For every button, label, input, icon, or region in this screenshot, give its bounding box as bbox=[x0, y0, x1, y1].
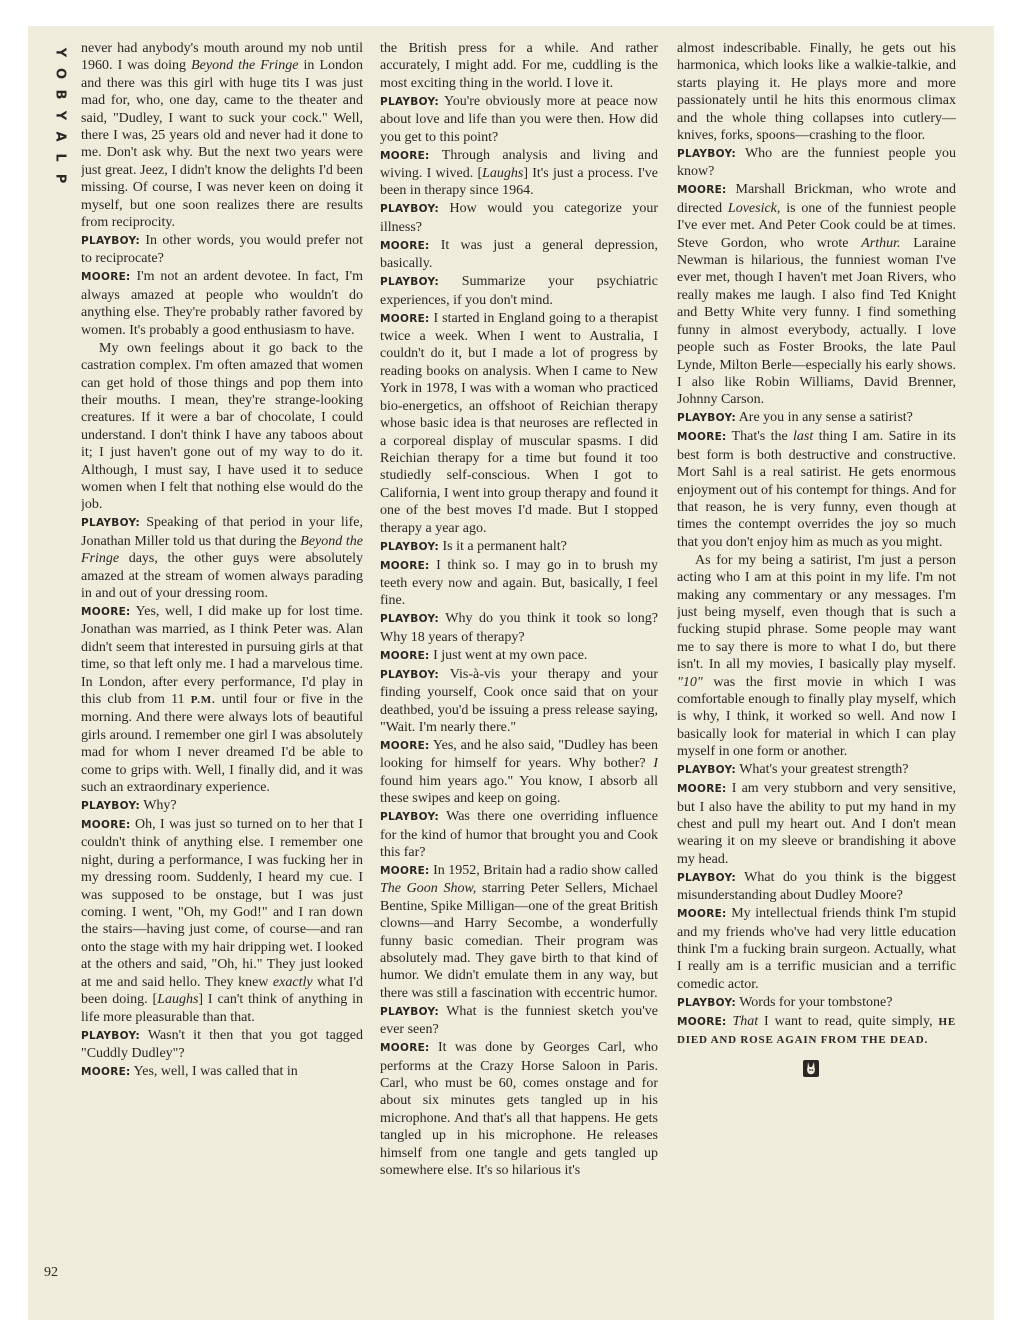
interview-paragraph bbox=[677, 181, 956, 408]
body-text: found him years ago." You know, I absorb all these swipes and keep on going. bbox=[380, 773, 658, 807]
body-text: My intellectual friends think I'm stupid and my friends who've had very little education think I'm a fucking brain surgeon. Actually, what I really am is a terrific musician and a terrific comedic actor. bbox=[677, 906, 956, 992]
body-text: Through analysis and living and wiving. I wived. [ bbox=[380, 147, 658, 182]
interview-paragraph bbox=[380, 147, 658, 200]
interview-paragraph bbox=[677, 428, 956, 551]
interview-paragraph bbox=[380, 1003, 658, 1039]
body-text: In other words, you would prefer not to reciprocate? bbox=[81, 233, 363, 267]
text-column-3 bbox=[677, 40, 956, 1286]
speaker-label: MOORE: bbox=[380, 649, 430, 662]
body-text: what I'd been doing. [ bbox=[81, 974, 363, 1008]
interview-paragraph bbox=[81, 268, 363, 339]
body-text: I just went at my own pace. bbox=[429, 647, 588, 663]
body-text: Yes, well, I did make up for lost time. Jonathan was married, as I think Peter was. Alan didn't seem that interested in pursuing girls at that time, so that left only me. I had a marvelous time. In London, after every performance, I'd play in this club from 11 bbox=[81, 603, 363, 707]
speaker-label: PLAYBOY: bbox=[81, 1029, 140, 1042]
interview-paragraph bbox=[380, 666, 658, 737]
speaker-label: MOORE: bbox=[380, 239, 430, 252]
body-text: ] It's just a process. I've been in therapy since 1964. bbox=[380, 166, 658, 199]
speaker-label: PLAYBOY: bbox=[380, 203, 439, 216]
interview-paragraph bbox=[380, 40, 658, 92]
interview-paragraph bbox=[380, 808, 658, 861]
interview-paragraph bbox=[81, 232, 363, 268]
body-text: Summarize your psychiatric experiences, if you don't mind. bbox=[380, 274, 658, 308]
interview-paragraph bbox=[677, 552, 956, 761]
body-text: Why do you think it took so long? Why 18 years of therapy? bbox=[380, 611, 658, 645]
body-text: ] I can't think of anything in life more pleasurable than that. bbox=[81, 992, 363, 1025]
body-text: almost indescribable. Finally, he gets out his harmonica, which looks like a walkie-talkie, and starts playing it. He plays more and more passionately until he hits this enormous climax and the whole thing collapses into cutlery—knives, forks, spoons—crashing to the floor. bbox=[677, 41, 956, 144]
interview-paragraph bbox=[677, 994, 956, 1012]
body-text: days, the other guys were absolutely amazed at the stream of women always parading in and out of your dressing room. bbox=[81, 551, 363, 601]
italic-text: exactly bbox=[272, 974, 313, 990]
interview-paragraph bbox=[380, 237, 658, 273]
interview-paragraph bbox=[677, 905, 956, 993]
body-text: You're obviously more at peace now about love and life than you were then. How did you get to this point? bbox=[380, 93, 658, 145]
speaker-label: PLAYBOY: bbox=[380, 1005, 439, 1018]
speaker-label: MOORE: bbox=[81, 819, 131, 832]
masthead-letter: B bbox=[52, 89, 68, 100]
body-text: Vis-à-vis your therapy and your finding yourself, Cook once said that on your deathbed, you'd be issuing a press release saying, "Wait. I'm nearly there." bbox=[380, 666, 658, 735]
body-text: Was there one overriding influence for the kind of humor that brought you and Cook this far? bbox=[380, 809, 658, 860]
speaker-label: MOORE: bbox=[81, 605, 131, 618]
text-column-2 bbox=[380, 40, 658, 1286]
body-text: thing I am. Satire in its best form is both destructive and constructive. Mort Sahl is a real satirist. He gets enormous enjoyment out of his contempt for things. And for that reason, he is very funny, even though at times the contempt overrides the joy so much that you don't enjoy him as much as you might. bbox=[677, 429, 956, 550]
body-text: I want to read, quite simply, bbox=[758, 1013, 939, 1029]
body-text: never had anybody's mouth around my nob until 1960. I was doing bbox=[81, 41, 363, 74]
interview-paragraph bbox=[380, 1039, 658, 1179]
italic-text: Laughs bbox=[482, 166, 524, 182]
interview-paragraph bbox=[380, 737, 658, 808]
masthead-letter: P bbox=[52, 173, 68, 184]
body-text: Oh, I was just so turned on to her that I couldn't think of anything else. I remember one night, during a performance, I was fucking her in my dressing room. Suddenly, I heard my cue. I was supposed to be onstage, but I was just coming. I went, "Oh, my God!" and I ran down the stairs—having just come, of course—and ran onto the stage with my hair dripping wet. I looked at the others and said, "Oh, hi." They just looked at me and said hello. They knew bbox=[81, 817, 363, 990]
italic-text: Laughs bbox=[157, 992, 199, 1008]
interview-paragraph bbox=[81, 514, 363, 602]
speaker-label: MOORE: bbox=[81, 1065, 131, 1078]
body-text: What is the funniest sketch you've ever seen? bbox=[380, 1003, 658, 1038]
speaker-label: MOORE: bbox=[380, 739, 430, 752]
speaker-label: MOORE: bbox=[380, 149, 430, 162]
interview-paragraph bbox=[81, 40, 363, 231]
interview-paragraph bbox=[380, 538, 658, 556]
interview-paragraph bbox=[81, 340, 363, 514]
italic-text: Beyond the Fringe bbox=[191, 58, 299, 74]
speaker-label: MOORE: bbox=[81, 271, 131, 284]
body-text: until four or five in the morning. And there were always lots of beautiful girls around. I remember one girl I was absolutely mad for whom I never dreamed I'd be able to come to grips with. Well, I finally did, and it was such an extraordinary experience. bbox=[81, 692, 363, 796]
interview-paragraph bbox=[81, 816, 363, 1026]
speaker-label: MOORE: bbox=[677, 1015, 727, 1028]
body-text: I started in England going to a therapist twice a week. When I went to Australia, I couldn't do it, but I made a lot of progress by reading books on analysis. When I came to New York in 1978, I was with a woman who practiced bio-energetics, an offshoot of Reichian therapy whose basic idea is that neuroses are reflected in a corporeal display of muscular spasms. I did Reichian therapy for a time but found it too studiedly self-conscious. When I got to California, I went into group therapy and found it one of the best moves I'd made. But I stopped therapy a year ago. bbox=[380, 310, 658, 536]
speaker-label: PLAYBOY: bbox=[380, 540, 439, 553]
masthead-letter: O bbox=[52, 67, 68, 80]
body-text: How would you categorize your illness? bbox=[380, 201, 658, 235]
body-text: What do you think is the biggest misunderstanding about Dudley Moore? bbox=[677, 869, 956, 904]
speaker-label: PLAYBOY: bbox=[677, 412, 736, 425]
body-text: What's your greatest strength? bbox=[735, 762, 909, 778]
speaker-label: PLAYBOY: bbox=[677, 871, 736, 884]
body-text: Why? bbox=[139, 798, 177, 814]
italic-text: The Goon Show, bbox=[380, 881, 477, 897]
speaker-label: MOORE: bbox=[677, 184, 727, 197]
speaker-label: PLAYBOY: bbox=[380, 811, 439, 824]
speaker-label: MOORE: bbox=[380, 1042, 430, 1055]
body-text: Speaking of that period in your life, Jonathan Miller told us that during the bbox=[81, 515, 363, 549]
masthead-vertical bbox=[50, 42, 70, 189]
body-text: It was just a general depression, basically. bbox=[380, 237, 658, 272]
body-text: In 1952, Britain had a radio show called bbox=[429, 863, 658, 878]
italic-text: Lovesick, bbox=[727, 200, 781, 216]
body-text: Is it a permanent halt? bbox=[438, 538, 567, 554]
body-text: I'm not an ardent devotee. In fact, I'm always amazed at people who wouldn't do anything else. They're probably rather favored by women. It's probably a good enthusiasm to have. bbox=[81, 269, 363, 338]
interview-paragraph bbox=[380, 647, 658, 665]
body-text: Yes, and he also said, "Dudley has been looking for himself for years. Why bother? bbox=[380, 737, 658, 772]
speaker-label: PLAYBOY: bbox=[380, 276, 439, 289]
page-number: 92 bbox=[44, 1265, 58, 1280]
interview-paragraph bbox=[677, 145, 956, 181]
body-text: Who are the funniest people you know? bbox=[677, 146, 956, 180]
interview-paragraph bbox=[380, 862, 658, 1002]
masthead-letter: Y bbox=[52, 47, 68, 58]
italic-text: That bbox=[732, 1013, 759, 1029]
interview-paragraph bbox=[380, 273, 658, 309]
rabbit-head-end-mark-icon bbox=[803, 1060, 819, 1077]
body-text: Laraine Newman is hilarious, the funniest woman I've ever met, though I haven't met Joan Rivers, who really makes me laugh. I also find Ted Knight and Betty White very funny. I find something funny in almost everybody, actually. I love people such as Foster Brooks, the late Paul Lynde, Milton Berle—especially his early shows. I also like Robin Williams, David Brenner, Johnny Carson. bbox=[677, 235, 956, 408]
speaker-label: PLAYBOY: bbox=[81, 517, 140, 530]
speaker-label: PLAYBOY: bbox=[677, 996, 736, 1009]
italic-text: I bbox=[653, 756, 658, 772]
speaker-label: PLAYBOY: bbox=[380, 95, 439, 108]
masthead-letter: L bbox=[52, 153, 68, 162]
body-text: in London and there was this girl with huge tits I was just mad for, who, one day, came to the theater and said, "Dudley, I want to suck your cock." Well, there I was, 25 years old and never had it done to me. Don't ask why. But the next two years were just great. Jeez, I didn't know the delights I'd been missing. Of course, I was never keen on doing it myself, but one soon realizes there are results from reciprocity. bbox=[81, 58, 363, 231]
interview-paragraph bbox=[677, 409, 956, 427]
interview-paragraph bbox=[81, 1063, 363, 1081]
interview-paragraph bbox=[81, 603, 363, 796]
body-text: starring Peter Sellers, Michael Bentine, Spike Milligan—one of the great British clowns—and Harry Secombe, a wonderfully funny basic comedian. Their program was absolutely mad. They gave birth to that kind of humor. We didn't emulate them in any way, but there was still a fascination with eccentric humor. bbox=[380, 881, 658, 1001]
body-text: Yes, well, I was called that in bbox=[130, 1063, 298, 1079]
body-text: As for my being a satirist, I'm just a person acting who I am at this point in my life. I'm not making any commentary or any messages. I'm just being myself, even though that is such a fucking stupid phrase. Some people may want me to say there is more to what I do, but there isn't. In all my movies, I basically play myself. bbox=[677, 552, 956, 673]
body-text: My own feelings about it go back to the castration complex. I'm often amazed that women can get hold of those things and pop them into their mouths. I mean, they're strange-looking creatures. If it were a bar of chocolate, I could understand. I don't think I have any taboos about it; I just haven't gone out of my way to do it. Although, I must say, I have used it to seduce women when I felt that nothing else would do the job. bbox=[81, 340, 363, 513]
body-text: It was done by Georges Carl, who performs at the Crazy Horse Saloon in Paris. Carl, who must be 60, comes onstage and for about six minutes gets tangled up in his microphone. And that's all that happens. He gets tangled up in his microphone. He releases himself from one tangle and gets tangled up somewhere else. It's so hilarious it's bbox=[380, 1040, 658, 1179]
interview-paragraph bbox=[677, 761, 956, 779]
interview-paragraph bbox=[81, 797, 363, 815]
interview-paragraph bbox=[380, 310, 658, 537]
interview-paragraph bbox=[677, 40, 956, 144]
body-text: Are you in any sense a satirist? bbox=[735, 410, 913, 426]
magazine-page bbox=[28, 26, 994, 1320]
speaker-label: MOORE: bbox=[677, 431, 727, 444]
italic-text: last bbox=[793, 429, 814, 445]
speaker-label: PLAYBOY: bbox=[81, 235, 140, 248]
interview-paragraph bbox=[81, 1027, 363, 1063]
interview-paragraph bbox=[380, 557, 658, 610]
body-text: I am very stubborn and very sensitive, but I also have the ability to put my hand in my chest and pull my heart out. And I don't mean wearing it on my sleeve or brandishing it above my head. bbox=[677, 781, 956, 867]
speaker-label: PLAYBOY: bbox=[677, 148, 736, 161]
speaker-label: PLAYBOY: bbox=[677, 764, 736, 777]
masthead-letter: Y bbox=[52, 110, 68, 121]
speaker-label: MOORE: bbox=[380, 559, 430, 572]
interview-paragraph bbox=[380, 200, 658, 236]
speaker-label: PLAYBOY: bbox=[380, 668, 439, 681]
body-text: Words for your tombstone? bbox=[735, 994, 893, 1010]
text-column-1 bbox=[81, 40, 363, 1286]
small-caps-text: P.M. bbox=[190, 694, 216, 706]
interview-paragraph bbox=[677, 869, 956, 905]
body-text: is one of the funniest people I've ever met. And Peter Cook could be at times. Steve Gordon, who wrote bbox=[677, 200, 956, 251]
end-mark-row bbox=[677, 1050, 956, 1077]
body-text: Wasn't it then that you got tagged "Cuddly Dudley"? bbox=[81, 1027, 363, 1061]
body-text: was the first movie in which I was comfortable enough to finally play myself, which is why, I think, it worked so well. And now I basically look for material in which I can play myself in one form or another. bbox=[677, 674, 956, 760]
speaker-label: MOORE: bbox=[677, 783, 727, 796]
body-text: Marshall Brickman, who wrote and directed bbox=[677, 182, 956, 216]
speaker-label: MOORE: bbox=[380, 312, 430, 325]
body-text: the British press for a while. And rather accurately, I might add. For me, cuddling is the most exciting thing in the world. I love it. bbox=[380, 41, 658, 91]
italic-text: "10" bbox=[677, 674, 703, 690]
body-text: I think so. I may go in to brush my teeth every now and again. But, basically, I feel fine. bbox=[380, 557, 658, 609]
interview-paragraph bbox=[677, 1013, 956, 1050]
interview-paragraph bbox=[677, 780, 956, 868]
speaker-label: MOORE: bbox=[677, 908, 727, 921]
body-text: That's the bbox=[726, 429, 794, 445]
speaker-label: PLAYBOY: bbox=[380, 613, 439, 626]
masthead-letter: A bbox=[52, 131, 68, 142]
interview-paragraph bbox=[380, 93, 658, 146]
speaker-label: PLAYBOY: bbox=[81, 800, 140, 813]
speaker-label: MOORE: bbox=[380, 865, 430, 877]
small-caps-text: HE DIED AND ROSE AGAIN FROM THE DEAD. bbox=[677, 1015, 956, 1047]
italic-text: Beyond the Fringe bbox=[81, 533, 363, 567]
italic-text: Arthur. bbox=[861, 235, 901, 251]
interview-paragraph bbox=[380, 610, 658, 646]
